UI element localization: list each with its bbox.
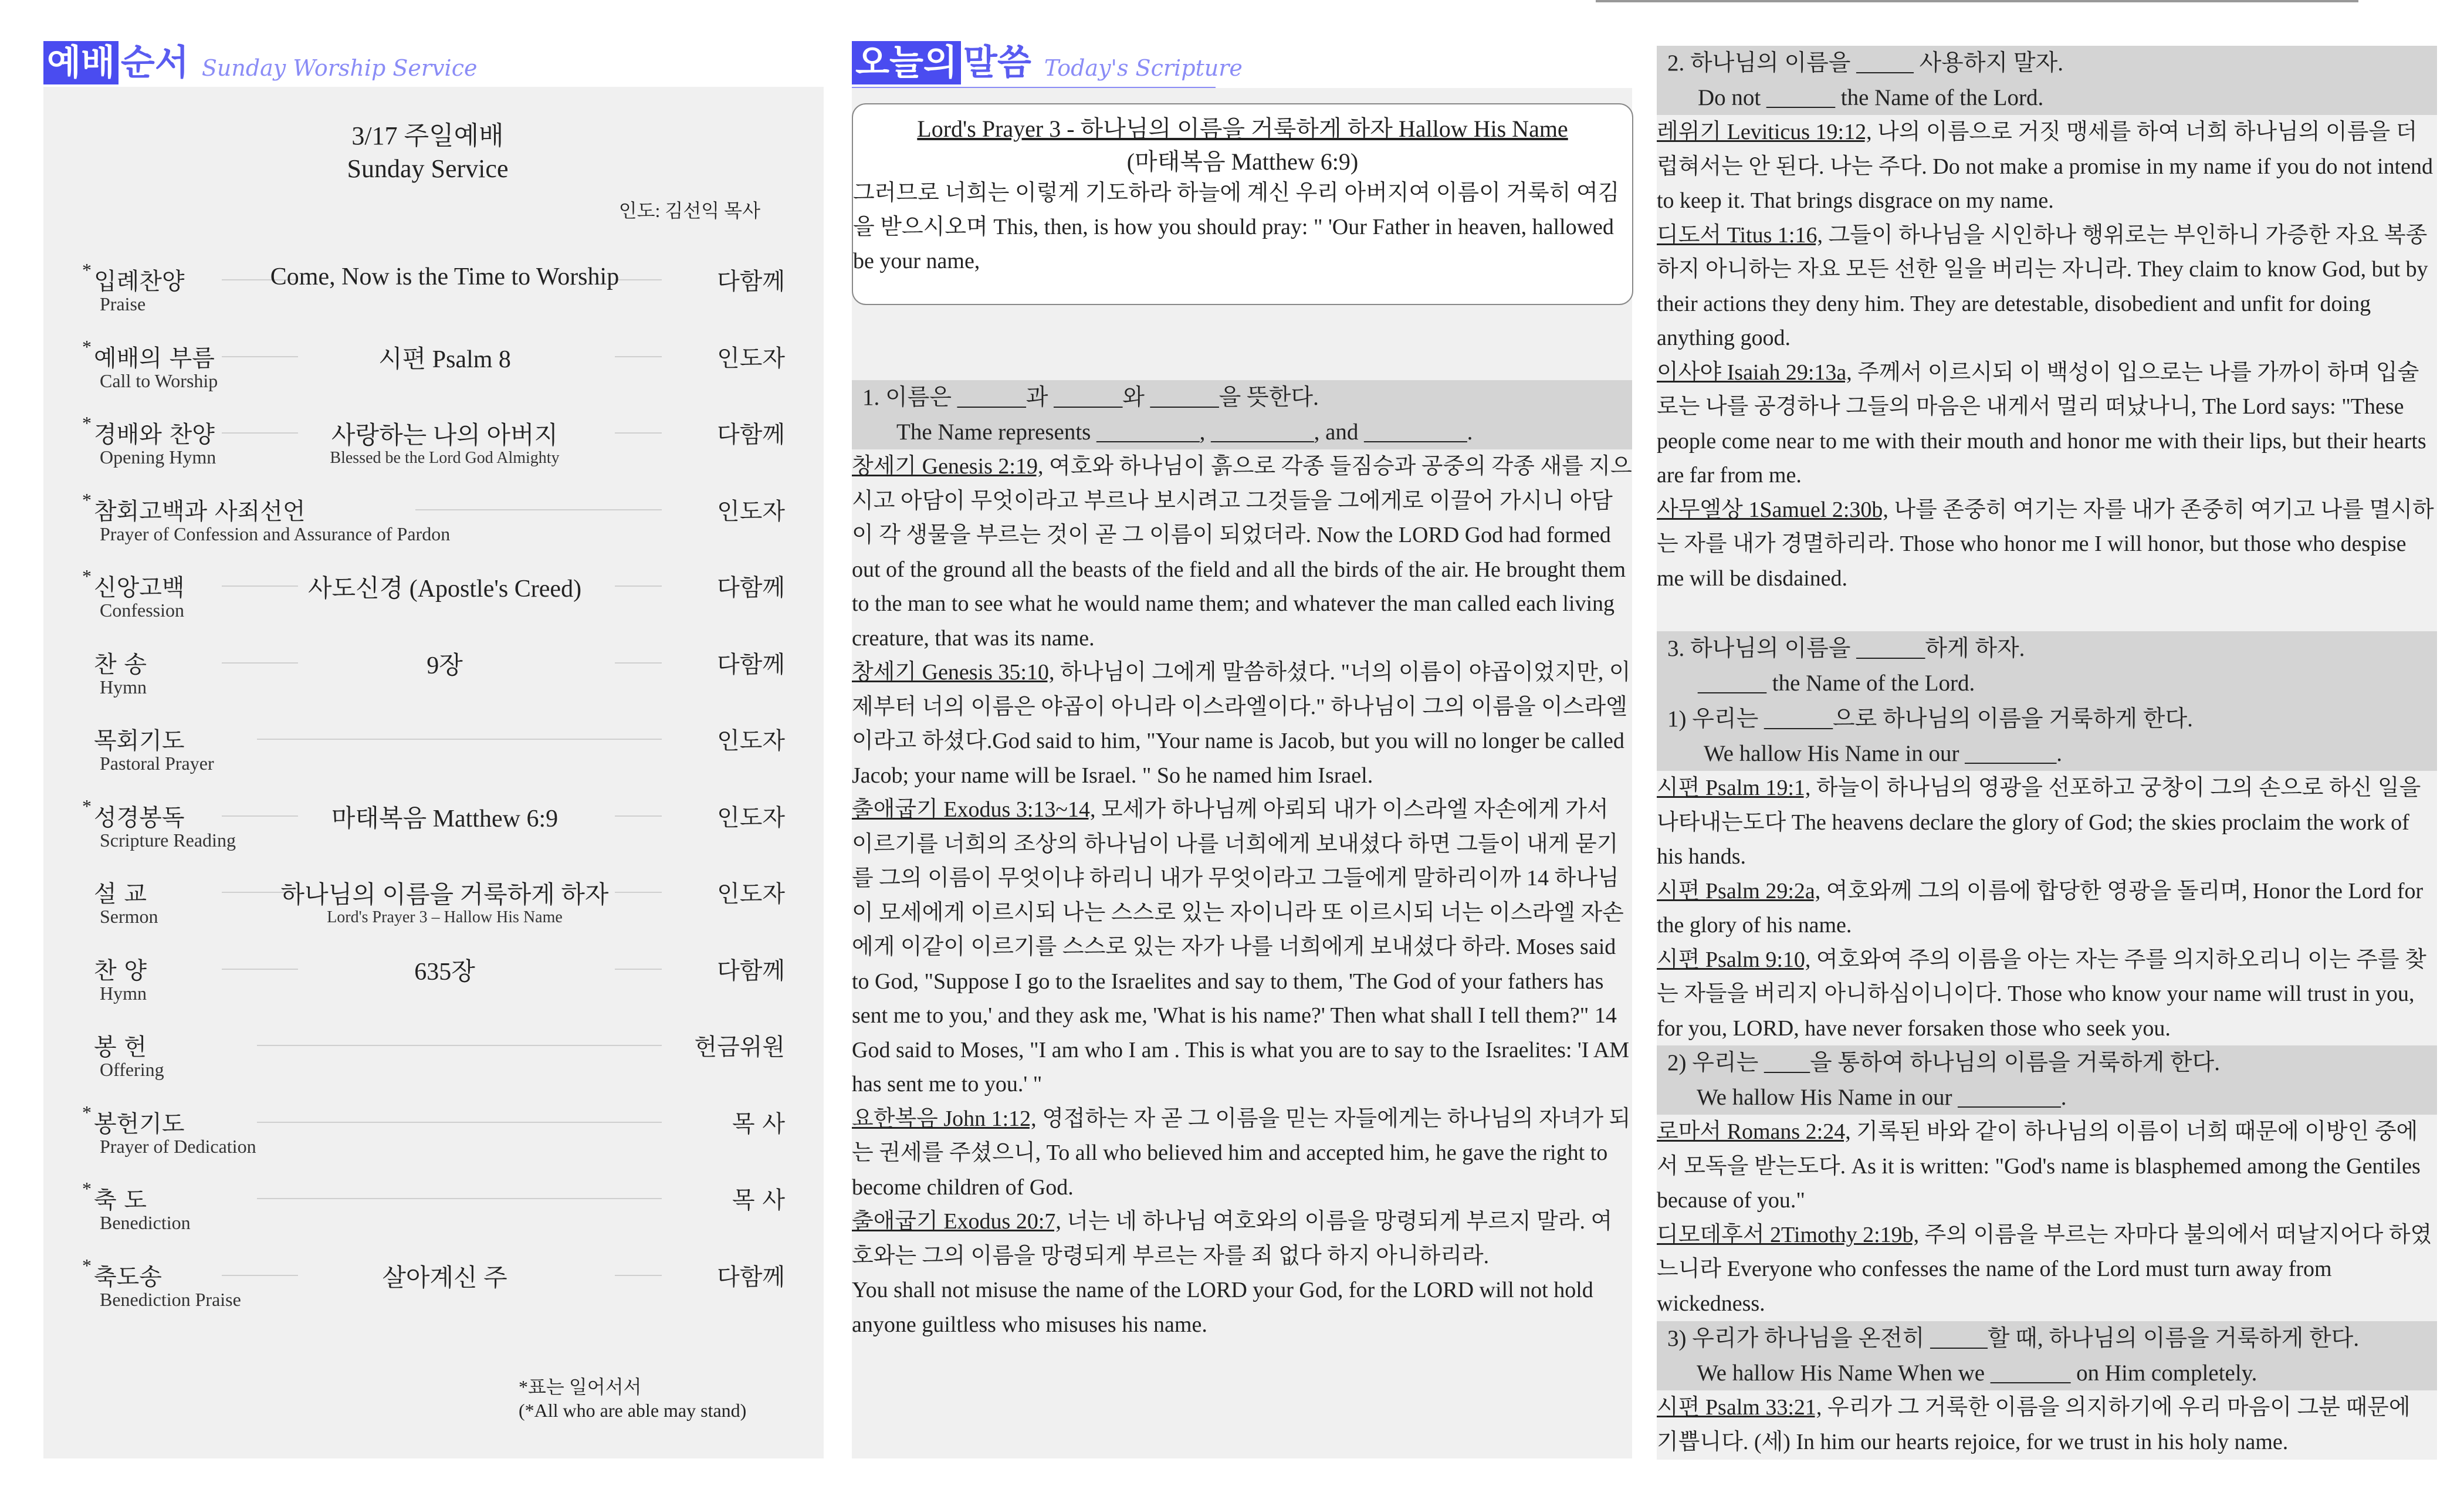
passage <box>852 449 1632 655</box>
leader-dash <box>415 509 662 510</box>
question-3-eng: ______ the Name of the Lord. <box>1698 671 1975 696</box>
passage <box>1657 493 2437 596</box>
passage-text: 나의 이름으로 거짓 맹세를 하여 너희 하나님의 이름을 더럽혀서는 안 된다. 나는 주다. Do not make a promise in my name if you do not intend to keep it. That brings disgrace on my name. <box>1657 120 2433 213</box>
order-item-leader: 인도자 <box>717 804 785 831</box>
passage-reference: 로마서 Romans 2:24, <box>1657 1119 1851 1144</box>
order-item-english: Pastoral Prayer <box>100 753 214 774</box>
passage-reference: 디도서 Titus 1:16, <box>1657 222 1823 248</box>
prayer-reference: (마태복음 Matthew 6:9) <box>1126 148 1359 175</box>
order-item-leader: 다함께 <box>717 651 785 678</box>
passage-reference: 시편 Psalm 33:21, <box>1657 1395 1822 1420</box>
passage-text: You shall not misuse the name of the LORD your God, for the LORD will not hold anyone guiltless who misuses his name. <box>852 1278 1593 1337</box>
passage-text: 하나님이 그에게 말씀하셨다. "너의 이름이 야곱이었지만, 이제부터 너의 이름은 야곱이 아니라 이스라엘이다." 하나님이 그의 이름을 이스라엘이라고 하셨다.God said to him, "Your name is Jacob, but you will no longer be called Jacob; your name will be Israel. " So he named him Israel. <box>852 660 1631 788</box>
order-item-leader: 다함께 <box>717 957 785 984</box>
standing-marker: * <box>82 259 92 280</box>
standing-marker: * <box>82 336 92 357</box>
passage <box>852 1102 1632 1205</box>
order-item <box>82 1254 791 1329</box>
order-item-content: 635장 <box>414 958 475 986</box>
passage-reference: 출애굽기 Exodus 3:13~14, <box>852 797 1096 822</box>
passage-text: 주께서 이르시되 이 백성이 입으로는 나를 가까이 하며 입술로는 나를 공경하나 그들의 마음은 내게서 멀리 떠났나니, The Lord says: "These people come near to me with their mouth and honor me with their lips, but their hearts are far from me. <box>1657 360 2426 488</box>
standing-marker: * <box>82 1178 92 1199</box>
passage <box>852 1204 1632 1273</box>
leader-dash <box>257 1122 662 1123</box>
top-divider-line <box>1596 0 2358 2</box>
order-item-leader: 다함께 <box>717 574 785 601</box>
passage-text: 나를 존중히 여기는 자를 내가 존중히 여기고 나를 멸시하는 자를 내가 경멸하리라. Those who honor me I will honor, but those who despise me will be disdained. <box>1657 497 2434 591</box>
passage-reference: 레위기 Leviticus 19:12, <box>1657 120 1872 144</box>
order-item-english: Call to Worship <box>100 370 218 391</box>
order-item-korean: 봉헌기도 <box>94 1110 185 1138</box>
order-item-content: 하나님의 이름을 거룩하게 하자 <box>280 882 609 909</box>
order-item-korean: 목회기도 <box>94 727 185 754</box>
order-item-content: 시편 Psalm 8 <box>378 346 511 373</box>
order-item-korean: 설 교 <box>94 881 147 908</box>
order-item-leader: 목 사 <box>732 1187 785 1214</box>
scripture-passages <box>1657 771 2437 1045</box>
standing-marker: * <box>82 566 92 587</box>
passage-text: 영접하는 자 곧 그 이름을 믿는 자들에게는 하나님의 자녀가 되는 권세를 주셨으니, To all who believed him and accepted him, he gave the right to become children of God. <box>852 1106 1631 1200</box>
passage <box>1657 771 2437 874</box>
order-item-english: Offering <box>100 1059 164 1080</box>
scripture-passages <box>1657 1390 2437 1459</box>
order-item <box>87 646 791 716</box>
passage-reference: 창세기 Genesis 35:10, <box>852 660 1055 685</box>
order-item <box>82 412 791 486</box>
scripture-header <box>852 41 1243 84</box>
subpoint-1-kor: 1) 우리는 ______으로 하나님의 이름을 거룩하게 한다. <box>1667 706 2193 732</box>
question-2-kor: 2. 하나님의 이름을 _____ 사용하지 말자. <box>1667 50 2064 76</box>
question-3-kor: 3. 하나님의 이름을 ______하게 하자. <box>1667 636 2025 661</box>
order-item-korean: 봉 헌 <box>94 1034 147 1061</box>
passage <box>1657 874 2437 943</box>
order-item <box>82 259 791 333</box>
order-item-english: Hymn <box>100 982 147 1004</box>
order-item-leader: 인도자 <box>717 344 785 372</box>
header-box-label: 예배 <box>43 41 119 84</box>
order-item-korean: 성경봉독 <box>94 804 185 831</box>
header-label: 순서 <box>120 42 189 83</box>
order-item <box>82 1101 791 1176</box>
passage-text: 여호와여 주의 이름을 아는 자는 주를 의지하오리니 이는 주를 찾는 자들을 버리지 아니하심이니이다. Those who know your name will trust in you, for you, LORD, have never forsaken those who seek you. <box>1657 947 2426 1041</box>
order-item <box>87 1028 791 1099</box>
subpoint-3-kor: 3) 우리가 하나님을 온전히 _____할 때, 하나님의 이름을 거룩하게 한다. <box>1667 1326 2360 1351</box>
passage-text: 우리가 그 거룩한 이름을 의지하기에 우리 마음이 그분 때문에 기쁩니다. (세) In him our hearts rejoice, for we trust in his holy name. <box>1657 1395 2411 1454</box>
passage <box>1657 115 2437 218</box>
worship-order-panel <box>43 87 824 1458</box>
question-2 <box>1657 46 2437 115</box>
standing-marker: * <box>82 1254 92 1276</box>
order-item-content: 마태복음 Matthew 6:9 <box>331 805 559 832</box>
order-item-leader: 다함께 <box>717 421 785 448</box>
question-2-eng: Do not ______ the Name of the Lord. <box>1698 85 2044 110</box>
passage-reference: 이사야 Isaiah 29:13a, <box>1657 360 1852 385</box>
order-item-content: 사도신경 (Apostle's Creed) <box>307 576 582 603</box>
passage-text: 주의 이름을 부르는 자마다 불의에서 떠날지어다 하였느니라 Everyone who confesses the name of the Lord must turn away from wickedness. <box>1657 1222 2432 1316</box>
passage <box>1657 218 2437 356</box>
passage <box>1657 943 2437 1046</box>
subpoint-1 <box>1657 702 2437 771</box>
prayer-title: Lord's Prayer 3 - 하나님의 이름을 거룩하게 하자 Hallow His Name <box>917 116 1568 142</box>
subpoint-1-eng: We hallow His Name in our ________. <box>1704 741 2063 766</box>
leader-dash <box>257 739 662 740</box>
order-item-korean: 예배의 부름 <box>94 344 215 372</box>
passage <box>1657 1115 2437 1218</box>
leader-dash <box>257 1198 662 1199</box>
order-item-english: Sermon <box>100 906 158 927</box>
question-3 <box>1657 631 2437 702</box>
order-item <box>87 875 791 946</box>
order-item-korean: 축 도 <box>94 1187 147 1214</box>
order-item-korean: 경배와 찬양 <box>94 421 215 448</box>
order-item-content: 사랑하는 나의 아버지 <box>331 422 559 449</box>
order-item <box>82 336 791 410</box>
order-item <box>82 489 791 563</box>
order-item <box>87 952 791 1023</box>
order-item-korean: 찬 송 <box>94 651 147 678</box>
order-item-korean: 찬 양 <box>94 957 147 984</box>
order-item-leader: 다함께 <box>717 268 785 295</box>
standing-marker: * <box>82 489 92 510</box>
header-subtitle: Sunday Worship Service <box>201 55 478 81</box>
order-item-leader: 인도자 <box>717 497 785 525</box>
order-item <box>82 795 791 869</box>
passage <box>852 793 1632 1102</box>
prayer-box <box>852 103 1633 305</box>
subpoint-2 <box>1657 1045 2437 1115</box>
passage-reference: 창세기 Genesis 2:19, <box>852 454 1044 479</box>
service-title-kor: 3/17 주일예배 <box>351 121 504 150</box>
order-item-english: Praise <box>100 293 146 314</box>
scripture-passages <box>1657 1115 2437 1321</box>
question-1-eng: The Name represents _________, _________, and _________. <box>896 419 1473 445</box>
order-item-english: Benediction <box>100 1212 191 1233</box>
order-item-english: Confession <box>100 600 184 621</box>
order-item-english: Scripture Reading <box>100 829 236 851</box>
leader-dash <box>257 1045 662 1046</box>
order-item-leader: 다함께 <box>717 1263 785 1291</box>
subpoint-3 <box>1657 1321 2437 1390</box>
prayer-text: 그러므로 너희는 이렇게 기도하라 하늘에 계신 우리 아버지여 이름이 거룩히 여김을 받으시오며 This, then, is how you should pray: " 'Our Father in heaven, hallowed be your name, <box>853 181 1620 273</box>
order-item-korean: 축도송 <box>94 1263 162 1291</box>
passage-reference: 디모데후서 2Timothy 2:19b, <box>1657 1222 1920 1247</box>
order-item-english: Benediction Praise <box>100 1288 241 1310</box>
passage-text: 기록된 바와 같이 하나님의 이름이 너희 때문에 이방인 중에서 모독을 받는도다. As it is written: "God's name is blasphemed among the Gentiles because of you." <box>1657 1119 2421 1213</box>
worship-order-header <box>43 41 477 84</box>
order-item-subcontent: Lord's Prayer 3 – Hallow His Name <box>327 908 563 926</box>
order-item <box>82 566 791 639</box>
order-item-content: 살아계신 주 <box>382 1264 507 1292</box>
passage <box>1657 356 2437 493</box>
standing-marker: * <box>82 412 92 434</box>
passage <box>1657 1218 2437 1321</box>
header-subtitle: Today's Scripture <box>1044 55 1243 81</box>
order-item-leader: 인도자 <box>717 881 785 908</box>
passage <box>1657 1390 2437 1459</box>
standing-marker: * <box>82 795 92 817</box>
scripture-passages <box>852 449 1632 1342</box>
order-item-leader: 인도자 <box>717 727 785 754</box>
standing-note-eng: (*All who are able may stand) <box>519 1400 747 1421</box>
passage-text: 그들이 하나님을 시인하나 행위로는 부인하니 가증한 자요 복종하지 아니하는 자요 모든 선한 일을 버리는 자니라. They claim to know God, but by their actions they deny him. They are detestable, disobedient and unfit for doing anything good. <box>1657 222 2428 350</box>
passage-reference: 시편 Psalm 29:2a, <box>1657 878 1821 903</box>
order-item <box>87 722 791 793</box>
passage-reference: 출애굽기 Exodus 20:7, <box>852 1209 1061 1234</box>
passage-text: 여호와 하나님이 흙으로 각종 들짐승과 공중의 각종 새를 지으시고 아담이 무엇이라고 부르나 보시려고 그것들을 그에게로 이끌어 가시니 아담이 각 생물을 부르는 것이 곧 그 이름이 되었더라. Now the LORD God had formed out of the ground all the beasts of the field and all the birds of the air. He brought them to the man to see what he would name them; and whatever the man called each living creature, that was its name. <box>852 454 1632 651</box>
passage-text: 너는 네 하나님 여호와의 이름을 망령되게 부르지 말라. 여호와는 그의 이름을 망령되게 부르는 자를 죄 없다 하지 아니하리라. <box>852 1209 1613 1268</box>
order-item-content: Come, Now is the Time to Worship <box>270 263 620 290</box>
question-1-kor: 1. 이름은 ______과 ______와 ______을 뜻한다. <box>862 385 1319 410</box>
passage-reference: 시편 Psalm 19:1, <box>1657 776 1811 800</box>
order-item-korean: 신앙고백 <box>94 574 185 601</box>
order-item-content: 9장 <box>427 652 463 679</box>
leader-name: 인도: 김선익 목사 <box>618 200 760 221</box>
passage-text: 여호와께 그의 이름에 합당한 영광을 돌리며, Honor the Lord for the glory of his name. <box>1657 878 2424 937</box>
passage-reference: 시편 Psalm 9:10, <box>1657 947 1811 972</box>
scripture-continued-panel <box>1657 46 2437 1460</box>
passage-text: 모세가 하나님께 아뢰되 내가 이스라엘 자손에게 가서 이르기를 너희의 조상의 하나님이 나를 너희에게 보내셨다 하면 그들이 내게 묻기를 그의 이름이 무엇이냐 하리니 내가 무엇이라고 그들에게 말하리이까 14 하나님이 모세에게 이르시되 나는 스스로 있는 자이니라 또 이르시되 너는 이스라엘 자손에게 이같이 이르기를 스스로 있는 자가 나를 너희에게 보내셨다 하라. Moses said to God, "Suppose I go to the Israelites and say to them, 'The God of your fathers has sent me to you,' and they ask me, 'What is his name?' Then what shall I tell them?" 14 God said to Moses, "I am who I am . This is what you are to say to the Israelites: 'I AM has sent me to you.' " <box>852 797 1630 1096</box>
question-1 <box>852 380 1632 449</box>
passage-reference: 사무엘상 1Samuel 2:30b, <box>1657 497 1888 522</box>
standing-marker: * <box>82 1101 92 1123</box>
passage <box>852 655 1632 793</box>
order-item-english: Prayer of Dedication <box>100 1135 256 1157</box>
scripture-passages <box>1657 115 2437 595</box>
order-item-korean: 입례찬양 <box>94 268 185 295</box>
service-title-eng: Sunday Service <box>347 154 509 183</box>
scripture-panel <box>852 88 1632 1458</box>
subpoint-3-eng: We hallow His Name When we _______ on Him completely. <box>1697 1360 2257 1386</box>
order-item-korean: 참회고백과 사죄선언 <box>94 497 306 525</box>
order-item-english: Opening Hymn <box>100 446 216 468</box>
order-item-leader: 헌금위원 <box>694 1034 785 1061</box>
header-label: 말씀 <box>963 42 1031 83</box>
passage-text: 하늘이 하나님의 영광을 선포하고 궁창이 그의 손으로 하신 일을 나타내는도다 The heavens declare the glory of God; the skies proclaim the work of his hands. <box>1657 776 2421 869</box>
order-item-leader: 목 사 <box>732 1110 785 1138</box>
order-item-english: Prayer of Confession and Assurance of Pardon <box>100 523 451 544</box>
subpoint-2-eng: We hallow His Name in our _________. <box>1697 1085 2067 1110</box>
order-item-english: Hymn <box>100 676 147 698</box>
order-item-subcontent: Blessed be the Lord God Almighty <box>330 449 560 467</box>
order-item <box>82 1178 791 1252</box>
subpoint-2-kor: 2) 우리는 ____을 통하여 하나님의 이름을 거룩하게 한다. <box>1667 1050 2220 1075</box>
standing-note-kor: *표는 일어서서 <box>519 1376 642 1397</box>
header-box-label: 오늘의 <box>852 41 961 84</box>
passage-reference: 요한복음 John 1:12, <box>852 1106 1037 1131</box>
